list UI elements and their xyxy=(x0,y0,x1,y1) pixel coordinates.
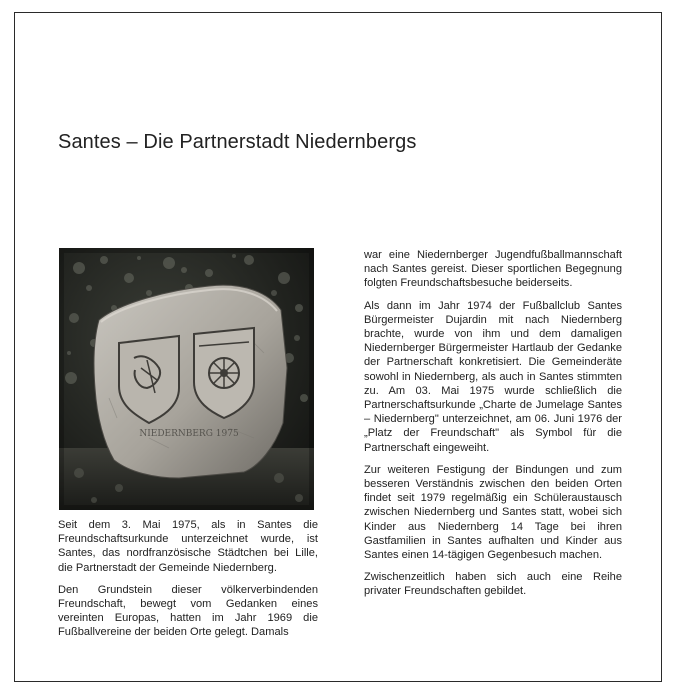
page-title: Santes – Die Partnerstadt Niedernbergs xyxy=(58,131,417,154)
memorial-stone-photo xyxy=(59,248,314,510)
left-text-column xyxy=(58,518,318,648)
right-text-column xyxy=(364,248,622,607)
paragraph: Zur weiteren Festigung der Bindungen und zum besseren Verständnis zwischen den beiden Orten findet seit 1979 regelmäßig ein Schüleraustausch zwischen Niedernberg und Santes statt, wobei sich Kinder aus Niedernberg 14 Tage bei ihren Gastfamilien in Santes aufhalten und Kinder aus Santes einen 14-tägigen Gegenbesuch machen. xyxy=(364,463,622,562)
paragraph: Seit dem 3. Mai 1975, als in Santes die Freundschaftsurkunde unterzeichnet wurde, ist Santes, das nordfranzösische Städtchen bei Lille, die Partnerstadt der Gemeinde Niedernberg. xyxy=(58,519,318,574)
paragraph: Den Grundstein dieser völkerverbindenden Freundschaft, bewegt vom Gedanken eines vereinten Europas, hatten im Jahr 1969 die Fußballvereine der beiden Orte gelegt. Damals xyxy=(58,583,318,639)
stone-photo-graphic xyxy=(59,248,314,510)
stone-inscription: NIEDERNBERG 1975 xyxy=(139,429,239,439)
paragraph: Zwischenzeitlich haben sich auch eine Reihe privater Freundschaften gebildet. xyxy=(364,571,622,598)
paragraph: war eine Niedernberger Jugendfußballmannschaft nach Santes gereist. Dieser sportlichen Begegnung folgten Freundschaftsbesuche beiderseits. xyxy=(364,249,622,290)
paragraph: Als dann im Jahr 1974 der Fußballclub Santes Bürgermeister Dujardin mit nach Niedernberg brachte, wurde von ihm und dem damaligen Niedernberger Bürgermeister Hartlaub der Gedanke der Partnerschaft konkretisiert. Die Gemeinderäte sowohl in Niedernberg, als auch in Santes stimmten zu. Am 03. Mai 1975 wurde schließlich die Partnerschaftsurkunde „Charte de Jumelage Santes – Niedernberg" unterzeichnet, am 06. Juni 1976 der „Platz der Freundschaft" als Symbol für die Partnerschaft eingeweiht. xyxy=(364,299,622,454)
